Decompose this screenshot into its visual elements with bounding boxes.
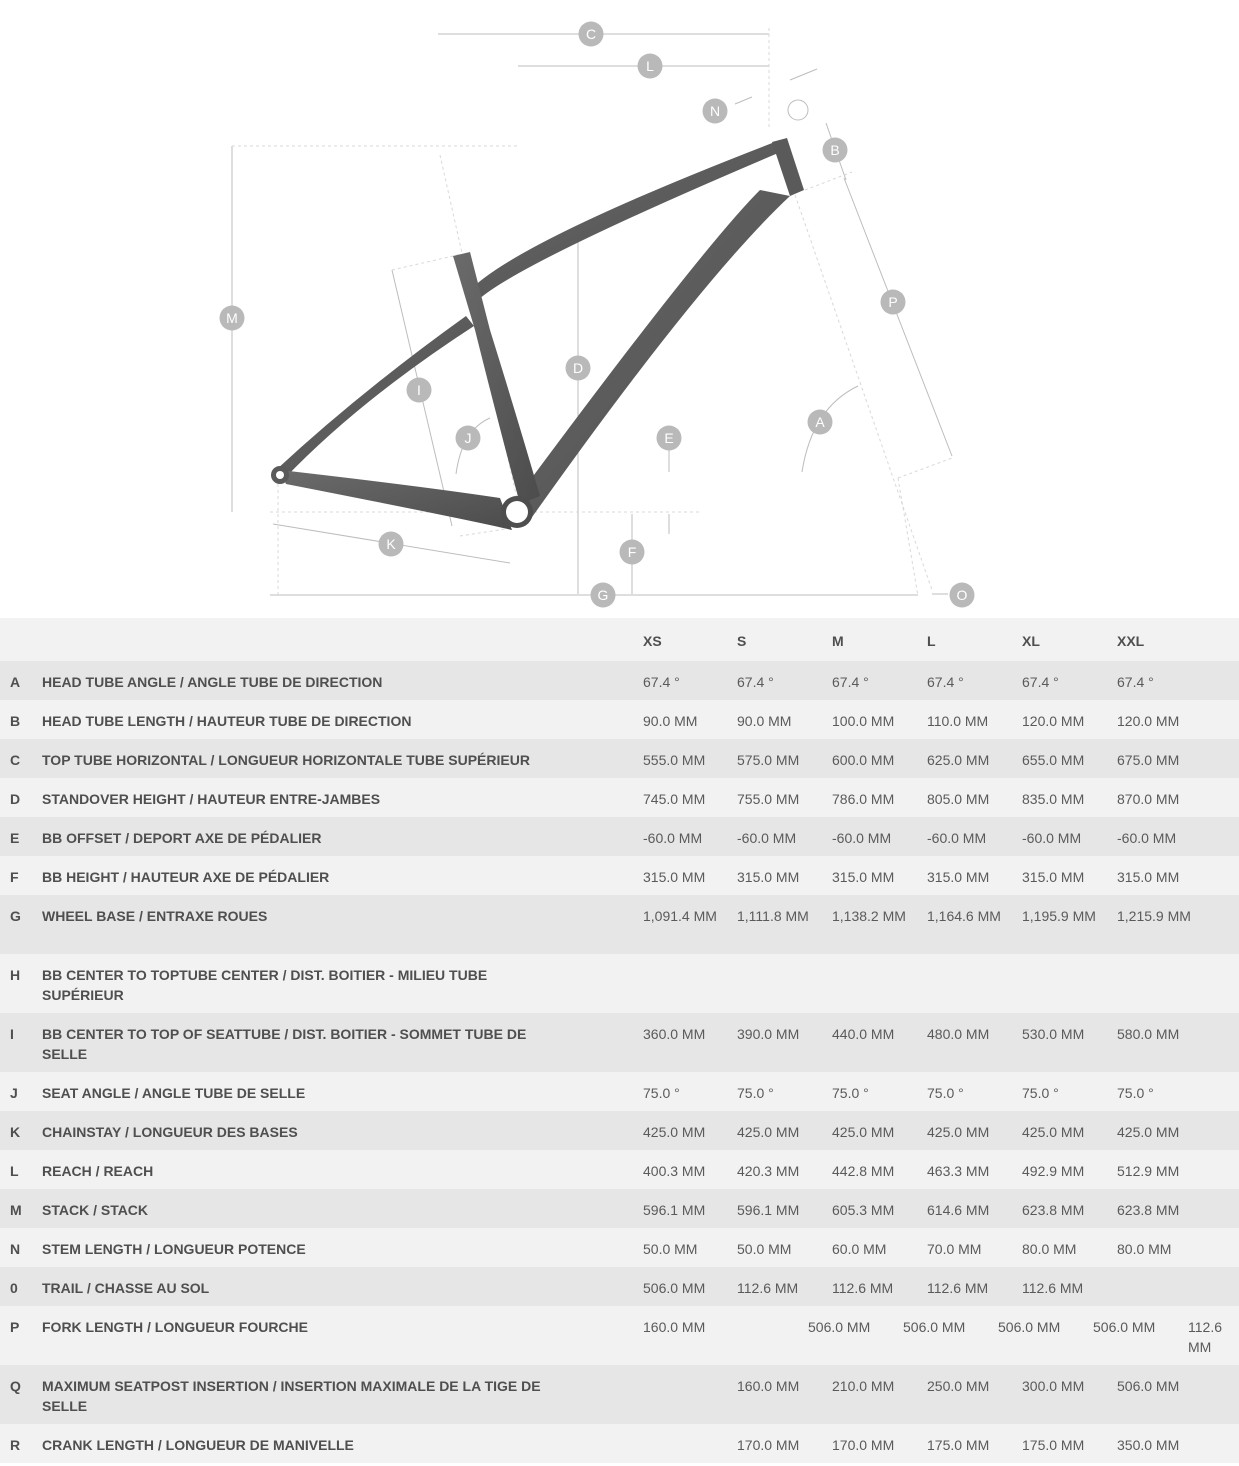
svg-text:M: M — [226, 310, 238, 326]
row-measurement-name: REACH / REACH — [42, 1163, 154, 1179]
value-cell-l: 480.0 MM — [927, 1026, 990, 1042]
value-cell-m: 210.0 MM — [832, 1378, 895, 1394]
row-measurement-name: HEAD TUBE ANGLE / ANGLE TUBE DE DIRECTION — [42, 674, 383, 690]
value-cell-xl: 530.0 MM — [1022, 1026, 1085, 1042]
row-letter: D — [10, 791, 21, 807]
row-letter: Q — [10, 1378, 21, 1394]
value-cell-xxl: 80.0 MM — [1117, 1241, 1172, 1257]
row-letter: G — [10, 908, 21, 924]
value-cell-xs: 1,091.4 MM — [643, 908, 717, 924]
svg-text:I: I — [417, 382, 421, 398]
value-cell-xl: 425.0 MM — [1022, 1124, 1085, 1140]
value-cell-s: 90.0 MM — [737, 713, 792, 729]
row-measurement-name: CHAINSTAY / LONGUEUR DES BASES — [42, 1124, 298, 1140]
svg-text:D: D — [572, 360, 584, 376]
row-measurement-name: STACK / STACK — [42, 1202, 149, 1218]
value-cell-m: 425.0 MM — [832, 1124, 895, 1140]
value-cell-m: 1,138.2 MM — [832, 908, 906, 924]
value-cell-l: 175.0 MM — [927, 1437, 990, 1453]
svg-text:L: L — [646, 58, 654, 74]
row-letter: 0 — [10, 1280, 18, 1296]
value-cell-m: 600.0 MM — [832, 752, 895, 768]
label-l — [638, 54, 663, 79]
svg-text:J: J — [464, 430, 472, 446]
value-cell-xxl: 675.0 MM — [1117, 752, 1180, 768]
table-row — [0, 778, 1239, 817]
value-cell-s: -60.0 MM — [737, 830, 797, 846]
svg-text:C: C — [585, 26, 597, 42]
value-cell-s: 420.3 MM — [737, 1163, 800, 1179]
table-row — [0, 739, 1239, 778]
value-cell-xs: 506.0 MM — [643, 1280, 706, 1296]
value-cell-m: 440.0 MM — [832, 1026, 895, 1042]
row-letter: I — [10, 1026, 14, 1042]
row-measurement-name: BB HEIGHT / HAUTEUR AXE DE PÉDALIER — [42, 869, 330, 885]
value-cell-xs: 555.0 MM — [643, 752, 706, 768]
table-row — [0, 856, 1239, 895]
value-cell-l: 75.0 ° — [927, 1085, 964, 1101]
svg-text:P: P — [888, 294, 898, 310]
value-cell-xl: 75.0 ° — [1022, 1085, 1059, 1101]
value-cell-l: 506.0 MM — [998, 1319, 1061, 1335]
value-cell-s: 315.0 MM — [737, 869, 800, 885]
label-p — [881, 290, 906, 315]
row-letter: A — [10, 674, 21, 690]
row-measurement-name: BB OFFSET / DEPORT AXE DE PÉDALIER — [42, 830, 322, 846]
value-cell-m: 100.0 MM — [832, 713, 895, 729]
table-row — [0, 1150, 1239, 1189]
value-cell-xxl: 75.0 ° — [1117, 1085, 1154, 1101]
table-row — [0, 1424, 1239, 1463]
label-a — [808, 410, 833, 435]
value-cell-xl: 175.0 MM — [1022, 1437, 1085, 1453]
value-cell-xxl: 350.0 MM — [1117, 1437, 1180, 1453]
value-cell-s: 170.0 MM — [737, 1437, 800, 1453]
row-measurement-name: BB CENTER TO TOPTUBE CENTER / DIST. BOITIER - MILIEU TUBE SUPÉRIEUR — [42, 967, 488, 1003]
row-letter: M — [10, 1202, 22, 1218]
label-i — [407, 378, 432, 403]
value-cell-xl: 492.9 MM — [1022, 1163, 1085, 1179]
row-letter: R — [10, 1437, 21, 1453]
value-cell-xxl: 315.0 MM — [1117, 869, 1180, 885]
value-cell-l: 805.0 MM — [927, 791, 990, 807]
value-cell-l: 250.0 MM — [927, 1378, 990, 1394]
table-row — [0, 1365, 1239, 1424]
value-cell-xl: 1,195.9 MM — [1022, 908, 1096, 924]
size-header-xl: XL — [1022, 633, 1040, 649]
value-cell-xs: 360.0 MM — [643, 1026, 706, 1042]
value-cell-xxl: 425.0 MM — [1117, 1124, 1180, 1140]
value-cell-s: 1,111.8 MM — [737, 908, 809, 924]
row-measurement-name: CRANK LENGTH / LONGUEUR DE MANIVELLE — [42, 1437, 354, 1453]
table-row — [0, 817, 1239, 856]
value-cell-xs: 315.0 MM — [643, 869, 706, 885]
value-cell-xs: 160.0 MM — [643, 1319, 706, 1335]
value-cell-m: 67.4 ° — [832, 674, 869, 690]
table-row — [0, 1189, 1239, 1228]
svg-text:G: G — [597, 587, 609, 603]
label-c — [579, 22, 604, 47]
value-cell-l: 67.4 ° — [927, 674, 964, 690]
row-measurement-name: BB CENTER TO TOP OF SEATTUBE / DIST. BOITIER - SOMMET TUBE DE SELLE — [42, 1026, 527, 1062]
value-cell-l: 463.3 MM — [927, 1163, 990, 1179]
value-cell-s: 67.4 ° — [737, 674, 774, 690]
table-row — [0, 1072, 1239, 1111]
value-cell-s: 596.1 MM — [737, 1202, 800, 1218]
value-cell-m: -60.0 MM — [832, 830, 892, 846]
value-cell-s: 425.0 MM — [737, 1124, 800, 1140]
row-measurement-name: TOP TUBE HORIZONTAL / LONGUEUR HORIZONTALE TUBE SUPÉRIEUR — [42, 752, 530, 768]
value-cell-l: 614.6 MM — [927, 1202, 990, 1218]
value-cell-xs: 90.0 MM — [643, 713, 698, 729]
row-letter: N — [10, 1241, 21, 1257]
value-cell-xl: 655.0 MM — [1022, 752, 1085, 768]
value-cell-xs: 425.0 MM — [643, 1124, 706, 1140]
svg-text:F: F — [627, 544, 637, 560]
label-g — [591, 583, 616, 608]
geometry-table — [0, 618, 1239, 1463]
value-cell-xxl: 870.0 MM — [1117, 791, 1180, 807]
value-cell-l: -60.0 MM — [927, 830, 987, 846]
value-cell-xl: -60.0 MM — [1022, 830, 1082, 846]
value-cell-s: 75.0 ° — [737, 1085, 774, 1101]
label-m — [220, 306, 245, 331]
row-measurement-name: SEAT ANGLE / ANGLE TUBE DE SELLE — [42, 1085, 306, 1101]
value-cell-s: 50.0 MM — [737, 1241, 792, 1257]
row-letter: K — [10, 1124, 21, 1140]
value-cell-l: 112.6 MM — [927, 1280, 989, 1296]
row-measurement-name: MAXIMUM SEATPOST INSERTION / INSERTION MAXIMALE DE LA TIGE DE SELLE — [42, 1378, 541, 1414]
size-header-m: M — [832, 633, 844, 649]
row-measurement-name: FORK LENGTH / LONGUEUR FOURCHE — [42, 1319, 308, 1335]
value-cell-xxl: 580.0 MM — [1117, 1026, 1180, 1042]
value-cell-xxl: -60.0 MM — [1117, 830, 1177, 846]
value-cell-xl: 623.8 MM — [1022, 1202, 1085, 1218]
value-cell-m: 506.0 MM — [903, 1319, 966, 1335]
value-cell-m: 75.0 ° — [832, 1085, 869, 1101]
row-measurement-name: TRAIL / CHASSE AU SOL — [42, 1280, 210, 1296]
value-cell-s: 755.0 MM — [737, 791, 800, 807]
svg-text:E: E — [664, 430, 674, 446]
value-cell-l: 110.0 MM — [927, 713, 989, 729]
value-cell-xxl: 506.0 MM — [1117, 1378, 1180, 1394]
value-cell-xs: 67.4 ° — [643, 674, 680, 690]
label-f — [620, 540, 645, 565]
table-row — [0, 1111, 1239, 1150]
value-cell-xl: 506.0 MM — [1093, 1319, 1156, 1335]
value-cell-xs: 50.0 MM — [643, 1241, 698, 1257]
frame-geometry-diagram — [0, 0, 1239, 618]
row-letter: P — [10, 1319, 20, 1335]
row-letter: J — [10, 1085, 18, 1101]
value-cell-m: 605.3 MM — [832, 1202, 895, 1218]
row-measurement-name: WHEEL BASE / ENTRAXE ROUES — [42, 908, 268, 924]
svg-text:B: B — [830, 142, 840, 158]
table-row — [0, 1306, 1239, 1365]
value-cell-s: 390.0 MM — [737, 1026, 800, 1042]
value-cell-xxl: 112.6 MM — [1188, 1319, 1222, 1355]
row-letter: F — [10, 869, 19, 885]
value-cell-l: 425.0 MM — [927, 1124, 990, 1140]
label-n — [703, 99, 728, 124]
dimension-labels — [220, 22, 975, 608]
svg-text:K: K — [386, 536, 396, 552]
value-cell-l: 625.0 MM — [927, 752, 990, 768]
value-cell-xxl: 623.8 MM — [1117, 1202, 1180, 1218]
size-header-xs: XS — [643, 633, 662, 649]
value-cell-xxl: 67.4 ° — [1117, 674, 1154, 690]
value-cell-s: 160.0 MM — [737, 1378, 800, 1394]
svg-text:O: O — [956, 587, 968, 603]
label-e — [657, 426, 682, 451]
table-row — [0, 1267, 1239, 1306]
value-cell-s: 112.6 MM — [737, 1280, 799, 1296]
label-o — [950, 583, 975, 608]
value-cell-m: 170.0 MM — [832, 1437, 895, 1453]
table-header-row — [0, 618, 1239, 661]
table-row — [0, 895, 1239, 954]
table-body — [0, 661, 1239, 1463]
table-row — [0, 1228, 1239, 1267]
value-cell-xs: 745.0 MM — [643, 791, 706, 807]
size-header-s: S — [737, 633, 747, 649]
table-row — [0, 700, 1239, 739]
value-cell-l: 315.0 MM — [927, 869, 990, 885]
value-cell-xs: -60.0 MM — [643, 830, 703, 846]
row-measurement-name: STANDOVER HEIGHT / HAUTEUR ENTRE-JAMBES — [42, 791, 381, 807]
table-row — [0, 954, 1239, 1013]
table-row — [0, 1013, 1239, 1072]
label-j — [456, 426, 481, 451]
value-cell-xl: 300.0 MM — [1022, 1378, 1085, 1394]
bike-frame — [271, 138, 804, 530]
size-header-l: L — [927, 633, 936, 649]
value-cell-s: 506.0 MM — [808, 1319, 871, 1335]
row-letter: H — [10, 967, 21, 983]
row-measurement-name: HEAD TUBE LENGTH / HAUTEUR TUBE DE DIRECTION — [42, 713, 412, 729]
value-cell-xxl: 1,215.9 MM — [1117, 908, 1191, 924]
row-measurement-name: STEM LENGTH / LONGUEUR POTENCE — [42, 1241, 306, 1257]
value-cell-s: 575.0 MM — [737, 752, 800, 768]
value-cell-m: 60.0 MM — [832, 1241, 887, 1257]
row-letter: E — [10, 830, 20, 846]
size-header-xxl: XXL — [1117, 633, 1145, 649]
svg-text:A: A — [815, 414, 825, 430]
value-cell-m: 112.6 MM — [832, 1280, 894, 1296]
table-row — [0, 661, 1239, 700]
label-b — [823, 138, 848, 163]
value-cell-xl: 80.0 MM — [1022, 1241, 1077, 1257]
label-d — [566, 356, 591, 381]
dimension-lines — [232, 34, 952, 595]
value-cell-xl: 67.4 ° — [1022, 674, 1059, 690]
value-cell-xxl: 120.0 MM — [1117, 713, 1180, 729]
value-cell-m: 442.8 MM — [832, 1163, 895, 1179]
value-cell-xl: 112.6 MM — [1022, 1280, 1084, 1296]
value-cell-xl: 315.0 MM — [1022, 869, 1085, 885]
value-cell-xs: 400.3 MM — [643, 1163, 706, 1179]
value-cell-m: 315.0 MM — [832, 869, 895, 885]
row-letter: C — [10, 752, 21, 768]
value-cell-xxl: 512.9 MM — [1117, 1163, 1180, 1179]
value-cell-m: 786.0 MM — [832, 791, 895, 807]
value-cell-l: 1,164.6 MM — [927, 908, 1001, 924]
row-letter: B — [10, 713, 21, 729]
value-cell-l: 70.0 MM — [927, 1241, 982, 1257]
value-cell-xl: 835.0 MM — [1022, 791, 1085, 807]
label-k — [379, 532, 404, 557]
value-cell-xs: 75.0 ° — [643, 1085, 680, 1101]
value-cell-xl: 120.0 MM — [1022, 713, 1085, 729]
value-cell-xs: 596.1 MM — [643, 1202, 706, 1218]
svg-text:N: N — [709, 103, 721, 119]
row-letter: L — [10, 1163, 19, 1179]
